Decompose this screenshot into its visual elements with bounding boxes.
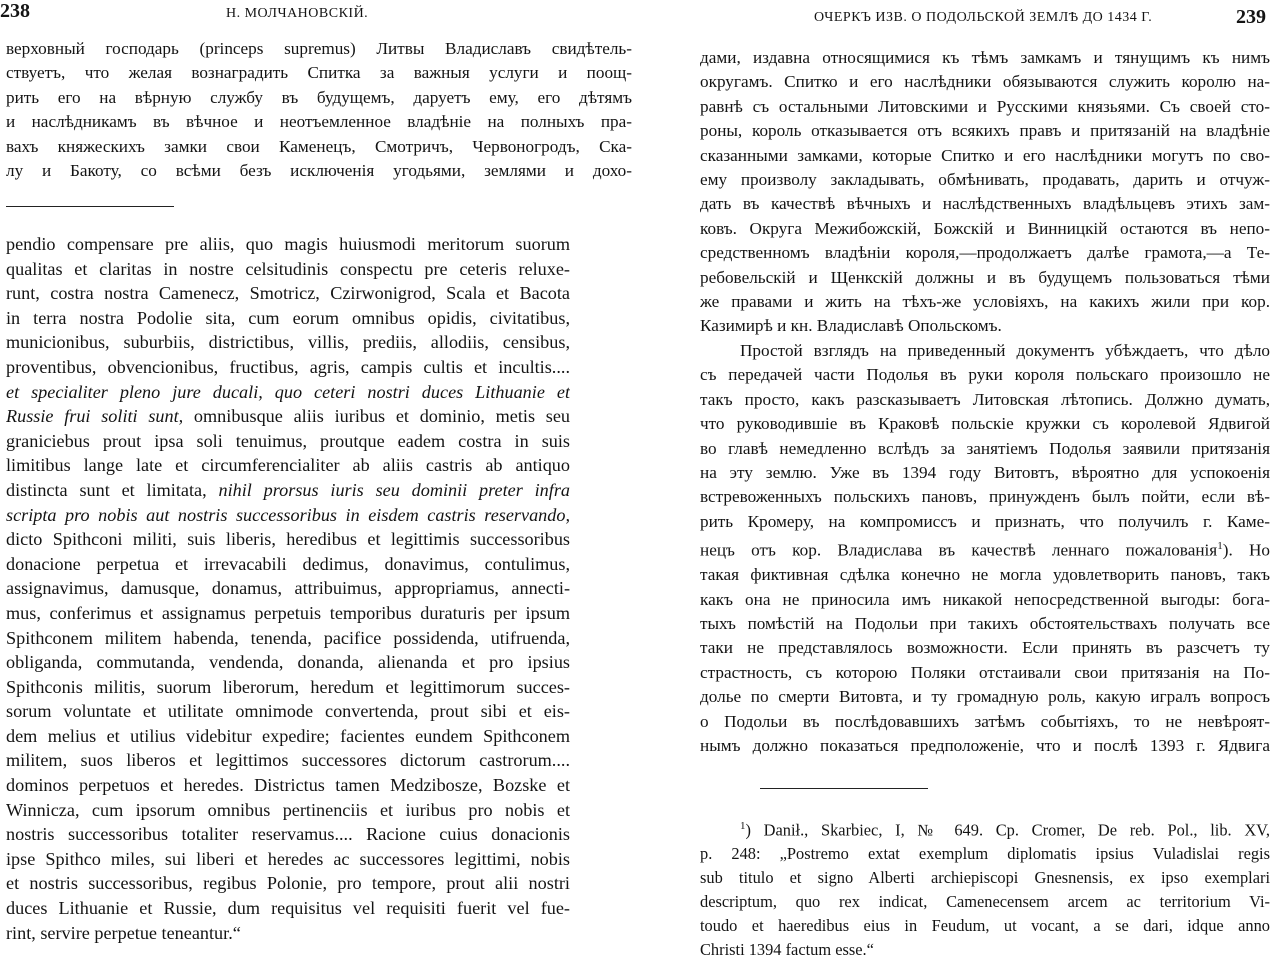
line-part: distincta sunt et limitata, bbox=[6, 479, 207, 500]
line-part: округамъ. Спитко и его наслѣдники обязываются служить королю на- bbox=[700, 72, 1270, 92]
text-line: лу и Бакоту, со всѣми безъ исключенія угодьями, землями и дохо- bbox=[6, 161, 632, 181]
text-line bbox=[700, 119, 1270, 143]
text-line bbox=[6, 699, 570, 724]
text-line bbox=[6, 232, 570, 257]
text-line bbox=[6, 306, 570, 331]
line-part: на эту землю. Уже въ 1394 году Витовтъ, вѣроятно для успокоенія bbox=[700, 462, 1270, 482]
text-line bbox=[6, 503, 570, 528]
text-line bbox=[6, 478, 570, 503]
text-line bbox=[6, 330, 570, 355]
line-part: in terra nostra Podolie sita, cum eorum omnibus opidis, civitatibus, bbox=[6, 307, 570, 328]
line-part: obliganda, commutanda, vendenda, donanda, alienanda et pro ipsius bbox=[6, 652, 570, 673]
line-part: такъ просто, какъ разсказываетъ Литовская лѣтопись. Должно думать, bbox=[700, 389, 1270, 409]
line-part: Winnicza, cum ipsorum omnibus pertinenciis et iuribus pro nobis et bbox=[6, 799, 570, 820]
text-line bbox=[6, 281, 570, 306]
line-part: дами, издавна относящимися къ тѣмъ замкамъ и тянущимъ къ нимъ bbox=[700, 48, 1270, 67]
line-part: donacione perpetua et irrevacabili dedimus, donavimus, contulimus, bbox=[6, 553, 570, 574]
line-part: долье по смерти Витовта, и ту громадную роль, какую игралъ вопросъ bbox=[700, 687, 1270, 707]
text-line bbox=[6, 921, 570, 946]
line-part: Christi 1394 factum esse.“ bbox=[700, 940, 874, 960]
page-number: 238 bbox=[0, 0, 30, 22]
line-part: равнѣ съ остальными Литовскими и Русскими князьями. Съ своей сто- bbox=[700, 96, 1270, 116]
text-line bbox=[700, 437, 1270, 461]
text-line bbox=[700, 95, 1270, 119]
russian-text-block bbox=[6, 37, 632, 183]
line-part: такая фиктивная сдѣлка конечно не могла удовлетворить пановъ, такъ bbox=[700, 565, 1270, 585]
line-part: p. 248: „Postremo extat exemplum diplomatis ipsius Vuladislai regis bbox=[700, 844, 1270, 864]
running-head: ОЧЕРКЪ ИЗВ. О ПОДОЛЬСКОЙ ЗЕМЛѢ ДО 1434 Г. bbox=[814, 10, 1153, 25]
main-text-block bbox=[700, 46, 1270, 759]
text-line bbox=[700, 290, 1270, 314]
text-line bbox=[6, 552, 570, 577]
text-line bbox=[6, 576, 570, 601]
text-line bbox=[6, 748, 570, 773]
text-line bbox=[700, 842, 1270, 866]
page-number: 239 bbox=[1236, 6, 1266, 28]
text-line bbox=[6, 453, 570, 478]
text-line bbox=[700, 914, 1270, 938]
line-part: Russie frui soliti sunt, bbox=[6, 406, 184, 427]
line-part: dicto Spithconi militi, suis liberis, heredibus et legittimis successoribus bbox=[6, 529, 570, 550]
text-line bbox=[6, 626, 570, 651]
text-line bbox=[700, 485, 1270, 509]
text-line bbox=[700, 461, 1270, 485]
text-line: нецъ отъ кор. Владислава въ качествѣ леннаго пожалованія$^1$). Но bbox=[700, 540, 1270, 560]
line-part: militem, suos liberos et legittimos successores dictorum castrorum.... bbox=[6, 750, 570, 771]
line-part: et nostris successoribus, regibus Polonie, pro tempore, prout alii nostri bbox=[6, 873, 570, 894]
text-line: рить его на вѣрную службу въ будущемъ, даруетъ ему, его дѣтямъ bbox=[6, 87, 632, 107]
text-line bbox=[700, 339, 1270, 363]
text-line bbox=[700, 168, 1270, 192]
text-line bbox=[700, 588, 1270, 612]
line-part: proventibus, obvencionibus, fructibus, agris, campis cultis et incultis.... bbox=[6, 356, 570, 377]
line-part: dem melius et utilius videbitur expedire; facientes eundem Spithconem bbox=[6, 725, 570, 746]
text-line bbox=[700, 661, 1270, 685]
line-part: limitibus lange late et circumferencialiter ab aliis castris ab antiquo bbox=[6, 455, 570, 476]
text-line bbox=[700, 814, 1270, 842]
running-head: Н. МОЛЧАНОВСКІЙ. bbox=[226, 6, 369, 21]
footnote-reference: 1 bbox=[1217, 540, 1223, 553]
text-line bbox=[700, 710, 1270, 734]
text-line bbox=[6, 724, 570, 749]
line-part: qualitas et claritas in nostre celsitudinis conspectu pre ceteris reluxe- bbox=[6, 258, 570, 279]
text-line bbox=[6, 896, 570, 921]
text-line bbox=[700, 46, 1270, 70]
line-part: Spithconis militis, suorum liberorum, heredum et legittimorum succes- bbox=[6, 676, 570, 697]
text-line bbox=[700, 938, 1270, 962]
line-part: тыхъ помѣстій на Подольи при такихъ обстоятельствахъ получать все bbox=[700, 614, 1270, 634]
text-line bbox=[6, 527, 570, 552]
text-line bbox=[6, 871, 570, 896]
text-line bbox=[6, 380, 570, 405]
text-line bbox=[700, 314, 1270, 338]
text-line bbox=[6, 798, 570, 823]
line-part: nihil prorsus iuris seu dominii preter infra bbox=[206, 479, 570, 500]
text-line bbox=[700, 563, 1270, 587]
line-part: assignavimus, damusque, donamus, attribuimus, appropriamus, annecti- bbox=[6, 578, 570, 599]
text-line bbox=[700, 734, 1270, 758]
line-part: descriptum, quo rex indicat, Camenecensem arcem ac territorium Vi- bbox=[700, 892, 1270, 912]
line-part: же правами и жить на тѣхъ-же условіяхъ, на какихъ жили при кор. bbox=[700, 292, 1270, 312]
line-part: нымъ должно показаться предположеніе, что и послѣ 1393 г. Ядвига bbox=[700, 736, 1270, 756]
line-part: Простой взглядъ на приведенный документъ убѣждаетъ, что дѣло bbox=[740, 340, 1270, 360]
line-part: scripta pro nobis aut nostris successoribus in eisdem castris reservando, bbox=[6, 504, 570, 525]
text-line bbox=[6, 601, 570, 626]
text-line bbox=[6, 822, 570, 847]
text-line bbox=[700, 144, 1270, 168]
line-part: nostris successoribus totaliter reservamus.... Racione cuius donacionis bbox=[6, 824, 570, 845]
line-part: таки не представлялось возможности. Если принять въ разсчетъ ту bbox=[700, 638, 1270, 658]
line-part: dominos perpetuos et heredes. Districtus tamen Medzibosze, Bozske et bbox=[6, 775, 570, 796]
text-line bbox=[700, 612, 1270, 636]
line-part: во главѣ немедленно вслѣдъ за занятіемъ Подолья заявили притязанія bbox=[700, 438, 1270, 458]
line-part: ipse Spithco miles, sui liberi et heredes ac successores legittimi, nobis bbox=[6, 848, 570, 869]
text-line bbox=[700, 636, 1270, 660]
text-line: верховный господарь (princeps supremus) Литвы Владиславъ свидѣтель- bbox=[6, 39, 632, 58]
line-part: средственномъ владѣніи короля,—продолжаетъ далѣе грамота,—а Те- bbox=[700, 243, 1270, 263]
text-line bbox=[700, 241, 1270, 265]
line-part: graniciebus prout ipsa soli tenuimus, proutque eadem costra in suis bbox=[6, 430, 570, 451]
line-part: страстность, съ которою Поляки отстаивали свои притязанія на По- bbox=[700, 662, 1270, 682]
line-part: сказанными замками, которые Спитко и его наслѣдники могутъ по сво- bbox=[700, 145, 1270, 165]
text-line bbox=[6, 257, 570, 282]
line-part: о Подольи въ послѣдовавшихъ затѣмъ событіяхъ, то не невѣроят- bbox=[700, 711, 1270, 731]
text-line bbox=[6, 675, 570, 700]
line-part: что руководившіе въ Краковѣ польскіе кружки съ королевой Ядвигой bbox=[700, 414, 1270, 434]
footnote-rule bbox=[6, 206, 174, 207]
line-part: runt, costra nostra Camenecz, Smotricz, Czirwonigrod, Scala et Bacota bbox=[6, 283, 570, 304]
text-line: ствуетъ, что желая вознаградить Спитка за важныя услуги и поощ- bbox=[6, 63, 632, 83]
line-part: дать въ качествѣ вѣчныхъ и наслѣдственныхъ владѣльцевъ этихъ зам- bbox=[700, 194, 1270, 214]
text-line bbox=[700, 266, 1270, 290]
line-part: rint, servire perpetue teneantur.“ bbox=[6, 922, 241, 943]
line-part: ковъ. Округа Межибожскій, Божскій и Винницкій остаются въ непо- bbox=[700, 218, 1270, 238]
text-line bbox=[700, 412, 1270, 436]
text-line bbox=[700, 510, 1270, 534]
line-part: municionibus, suburbiis, districtibus, villis, prediis, allodiis, censibus, bbox=[6, 332, 570, 353]
footnote-block bbox=[700, 814, 1270, 962]
line-part: роны, король отказывается отъ всякихъ правъ и притязаній на владѣніе bbox=[700, 121, 1270, 141]
line-part: ) Danił., Skarbiec, I, № 649. Cp. Cromer, De reb. Pol., lib. XV, bbox=[745, 820, 1270, 840]
text-line bbox=[700, 388, 1270, 412]
line-part: et specialiter pleno jure ducali, quo ceteri nostri duces Lithuanie et bbox=[6, 381, 570, 402]
text-line bbox=[6, 404, 570, 429]
latin-quotation-block bbox=[6, 232, 570, 945]
line-part: встревоженныхъ польскихъ пановъ, принужденъ былъ пойти, если вѣ- bbox=[700, 487, 1270, 507]
text-line: и наслѣдникамъ въ вѣчное и неотъемленное владѣніе на полныхъ пра- bbox=[6, 112, 632, 132]
text-line bbox=[6, 847, 570, 872]
text-line bbox=[6, 650, 570, 675]
line-part: Казимирѣ и кн. Владиславѣ Опольскомъ. bbox=[700, 316, 1002, 336]
footnote-rule bbox=[760, 788, 928, 789]
line-part: sorum voluntate et utilitate omnimode convertenda, prout sibi et eis- bbox=[6, 701, 570, 722]
text-line bbox=[6, 355, 570, 380]
line-part: Spithconem militem habenda, tenenda, pacifice possidenda, utifruenda, bbox=[6, 627, 570, 648]
line-part: pendio compensare pre aliis, quo magis huiusmodi meritorum suorum bbox=[6, 234, 570, 254]
text-line bbox=[700, 890, 1270, 914]
text-line: вахъ княжескихъ замки свои Каменецъ, Смотричъ, Червоногродъ, Ска- bbox=[6, 136, 632, 156]
text-line bbox=[700, 685, 1270, 709]
line-part: . Но bbox=[1228, 540, 1270, 560]
line-part: toudo et haeredibus eius in Feudum, ut vocant, a se dari, idque anno bbox=[700, 916, 1270, 936]
line-part: ему произволу закладывать, обмѣнивать, продавать, дарить и отчуж- bbox=[700, 170, 1270, 190]
text-line bbox=[700, 363, 1270, 387]
line-part: ребовельскій и Щенкскій должны и въ будущемъ пользоваться тѣми bbox=[700, 267, 1270, 287]
text-line bbox=[700, 192, 1270, 216]
footnote-number: 1 bbox=[740, 820, 746, 832]
text-line bbox=[700, 866, 1270, 890]
text-line bbox=[6, 429, 570, 454]
line-part: omnibusque aliis iuribus et dominio, metis seu bbox=[183, 406, 570, 427]
line-part: рить Кромеру, на компромиссъ и признать, что получилъ г. Каме- bbox=[700, 511, 1270, 531]
line-part: нецъ отъ кор. Владислава въ качествѣ леннаго пожалованія bbox=[700, 540, 1218, 560]
text-line bbox=[6, 773, 570, 798]
line-part: съ передачей части Подолья въ руки короля польскаго произошло не bbox=[700, 365, 1270, 385]
line-part: mus, conferimus et assignamus perpetuis temporibus duraturis per ipsum bbox=[6, 602, 570, 623]
text-line bbox=[700, 70, 1270, 94]
line-part: duces Lithuanie et Russie, dum requisitus vel requisiti fuerit vel fue- bbox=[6, 898, 570, 919]
text-line bbox=[700, 217, 1270, 241]
right-page bbox=[640, 0, 1280, 962]
line-part: какъ она не приносила имъ никакой непосредственной выгоды: бога- bbox=[700, 589, 1270, 609]
line-part: sub titulo et signo Alberti archiepiscopi Gnesnensis, ex ipso exemplari bbox=[700, 868, 1270, 888]
